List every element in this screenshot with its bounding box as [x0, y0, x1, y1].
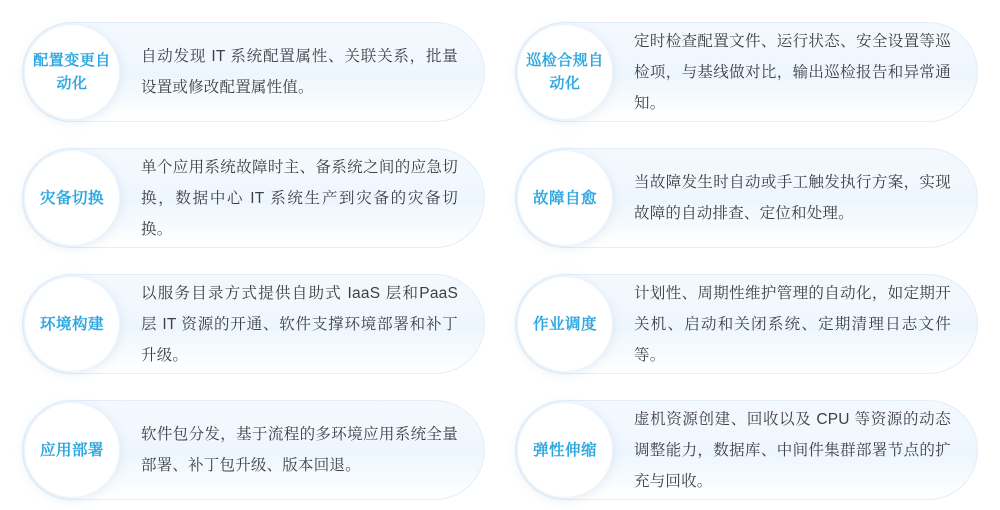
- capability-title: 故障自愈: [532, 189, 597, 207]
- capability-badge: [517, 402, 613, 498]
- capability-card-1[interactable]: [22, 12, 485, 132]
- capability-description: 以服务目录方式提供自助式 IaaS 层和PaaS 层 IT 资源的开通、软件支撑环境部署和补丁升级。: [141, 284, 458, 364]
- capability-card-4[interactable]: [515, 138, 978, 258]
- capability-title: 环境构建: [39, 315, 104, 333]
- capability-badge: [24, 150, 120, 246]
- capability-title: 作业调度: [532, 315, 597, 333]
- capability-title: 应用部署: [39, 441, 104, 459]
- capability-title: 巡检合规自动化: [526, 52, 604, 92]
- capability-badge: [24, 24, 120, 120]
- capability-grid: [22, 12, 978, 497]
- capability-description: 虚机资源创建、回收以及 CPU 等资源的动态调整能力，数据库、中间件集群部署节点的扩充与回收。: [634, 410, 951, 490]
- capability-card-3[interactable]: [22, 138, 485, 258]
- capability-title: 弹性伸缩: [532, 441, 597, 459]
- capability-description: 软件包分发，基于流程的多环境应用系统全量部署、补丁包升级、版本回退。: [141, 426, 458, 474]
- capability-title: 灾备切换: [39, 189, 104, 207]
- capability-badge: [517, 276, 613, 372]
- capability-title: 配置变更自动化: [33, 52, 111, 92]
- capability-badge: [24, 276, 120, 372]
- capability-card-5[interactable]: [22, 264, 485, 384]
- capability-description: 自动发现 IT 系统配置属性、关联关系，批量设置或修改配置属性值。: [141, 48, 458, 96]
- capability-badge: [24, 402, 120, 498]
- capability-card-6[interactable]: [515, 264, 978, 384]
- capability-card-2[interactable]: [515, 12, 978, 132]
- capability-badge: [517, 150, 613, 246]
- capability-description: 当故障发生时自动或手工触发执行方案，实现故障的自动排查、定位和处理。: [634, 174, 951, 222]
- capability-description: 计划性、周期性维护管理的自动化，如定期开关机、启动和关闭系统、定期清理日志文件等。: [634, 284, 951, 364]
- capability-badge: [517, 24, 613, 120]
- capability-card-8[interactable]: [515, 390, 978, 510]
- capability-card-7[interactable]: [22, 390, 485, 510]
- capability-description: 单个应用系统故障时主、备系统之间的应急切换，数据中心 IT 系统生产到灾备的灾备切换。: [141, 158, 458, 238]
- capability-description: 定时检查配置文件、运行状态、安全设置等巡检项，与基线做对比，输出巡检报告和异常通知。: [634, 32, 951, 112]
